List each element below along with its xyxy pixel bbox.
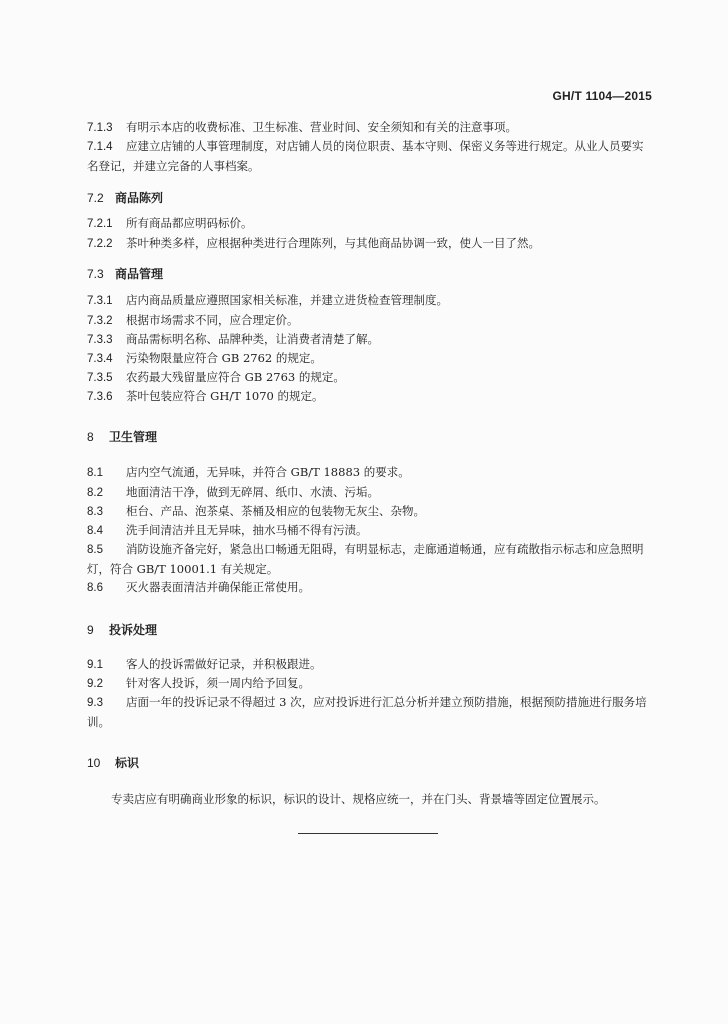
section-heading-8: [87, 428, 157, 445]
clause-8-3: [87, 502, 653, 522]
clause-text: 商品需标明名称、品牌种类，让消费者清楚了解。: [126, 332, 379, 346]
clause-text: 茶叶包装应符合 GH/T 1070 的规定。: [126, 389, 324, 403]
clause-8-6: [87, 578, 653, 598]
clause-7-3-4: [87, 349, 653, 369]
section-number: 10: [87, 756, 101, 770]
clause-number: 8.6: [87, 582, 103, 594]
clause-number: 7.3.6: [87, 391, 113, 403]
section-number: 9: [87, 623, 94, 637]
clause-text: 柜台、产品、泡茶桌、茶桶及相应的包装物无灰尘、杂物。: [126, 504, 425, 518]
clause-7-2-2: [87, 234, 653, 254]
clause-8-1: [87, 463, 653, 483]
clause-number: 8.1: [87, 467, 103, 479]
clause-number: 9.1: [87, 659, 103, 671]
section-number: 7.3: [87, 267, 104, 281]
clause-text: 灭火器表面清洁并确保能正常使用。: [126, 580, 310, 594]
clause-text: 洗手间清洁并且无异味，抽水马桶不得有污渍。: [126, 523, 368, 537]
clause-number: 8.4: [87, 525, 103, 537]
clause-7-3-5: [87, 368, 653, 388]
clause-8-2: [87, 483, 653, 503]
section-10-body: 专卖店应有明确商业形象的标识，标识的设计、规格应统一，并在门头、背景墙等固定位置展示。: [111, 792, 606, 806]
section-number: 7.2: [87, 191, 104, 205]
clause-number: 7.3.3: [87, 334, 113, 346]
clause-number: 7.3.1: [87, 295, 113, 307]
clause-text: 农药最大残留量应符合 GB 2763 的规定。: [126, 370, 345, 384]
clause-9-3: [87, 693, 653, 732]
clause-number: 9.3: [87, 697, 103, 709]
clause-text: 有明示本店的收费标准、卫生标准、营业时间、安全须知和有关的注意事项。: [126, 120, 517, 134]
clause-7-3-2: [87, 311, 653, 331]
clause-text: 客人的投诉需做好记录，并积极跟进。: [126, 657, 322, 671]
clause-text: 店内商品质量应遵照国家相关标准，并建立进货检查管理制度。: [126, 293, 448, 307]
clause-number: 7.3.4: [87, 353, 113, 365]
clause-number: 7.2.2: [87, 238, 113, 250]
section-heading-9: [87, 621, 157, 638]
clause-text: 所有商品都应明码标价。: [126, 216, 253, 230]
section-title: 商品陈列: [115, 191, 164, 205]
clause-9-1: [87, 655, 653, 675]
clause-8-4: [87, 521, 653, 541]
section-number: 8: [87, 430, 94, 444]
standard-code-header: GH/T 1104—2015: [552, 89, 652, 103]
clause-number: 7.1.4: [87, 141, 113, 153]
section-title: 标识: [115, 756, 140, 770]
clause-number: 7.3.2: [87, 315, 113, 327]
section-heading-7-2: [87, 189, 163, 206]
clause-number: 8.5: [87, 544, 103, 556]
clause-7-1-3: [87, 118, 653, 138]
clause-7-3-3: [87, 330, 653, 350]
clause-text: 茶叶种类多样，应根据种类进行合理陈列，与其他商品协调一致，使人一目了然。: [126, 236, 540, 250]
clause-number: 7.2.1: [87, 218, 113, 230]
clause-text: 污染物限量应符合 GB 2762 的规定。: [126, 351, 322, 365]
clause-text: 地面清洁干净，做到无碎屑、纸巾、水渍、污垢。: [126, 485, 379, 499]
clause-7-1-4: [87, 137, 653, 176]
clause-7-3-1: [87, 291, 653, 311]
clause-text: 应建立店铺的人事管理制度，对店铺人员的岗位职责、基本守则、保密义务等进行规定。从业人员要实名登记，并建立完备的人事档案。: [87, 139, 644, 173]
clause-number: 9.2: [87, 678, 103, 690]
clause-7-3-6: [87, 387, 653, 407]
clause-number: 8.2: [87, 487, 103, 499]
clause-9-2: [87, 674, 653, 694]
end-rule: [298, 833, 438, 834]
clause-7-2-1: [87, 214, 653, 234]
section-title: 卫生管理: [109, 430, 158, 444]
clause-text: 针对客人投诉，须一周内给予回复。: [126, 676, 310, 690]
section-heading-10: [87, 754, 139, 771]
section-heading-7-3: [87, 265, 163, 282]
clause-number: 7.3.5: [87, 372, 113, 384]
section-title: 投诉处理: [109, 623, 158, 637]
section-title: 商品管理: [115, 267, 164, 281]
clause-number: 7.1.3: [87, 122, 113, 134]
clause-text: 根据市场需求不同，应合理定价。: [126, 313, 299, 327]
clause-number: 8.3: [87, 506, 103, 518]
clause-text: 消防设施齐备完好，紧急出口畅通无阻碍，有明显标志，走廊通道畅通，应有疏散指示标志和应急照明灯，符合 GB/T 10001.1 有关规定。: [87, 542, 644, 576]
clause-8-5: [87, 540, 653, 579]
clause-text: 店面一年的投诉记录不得超过 3 次，应对投诉进行汇总分析并建立预防措施，根据预防措施进行服务培训。: [87, 695, 647, 729]
clause-text: 店内空气流通，无异味，并符合 GB/T 18883 的要求。: [126, 465, 410, 479]
